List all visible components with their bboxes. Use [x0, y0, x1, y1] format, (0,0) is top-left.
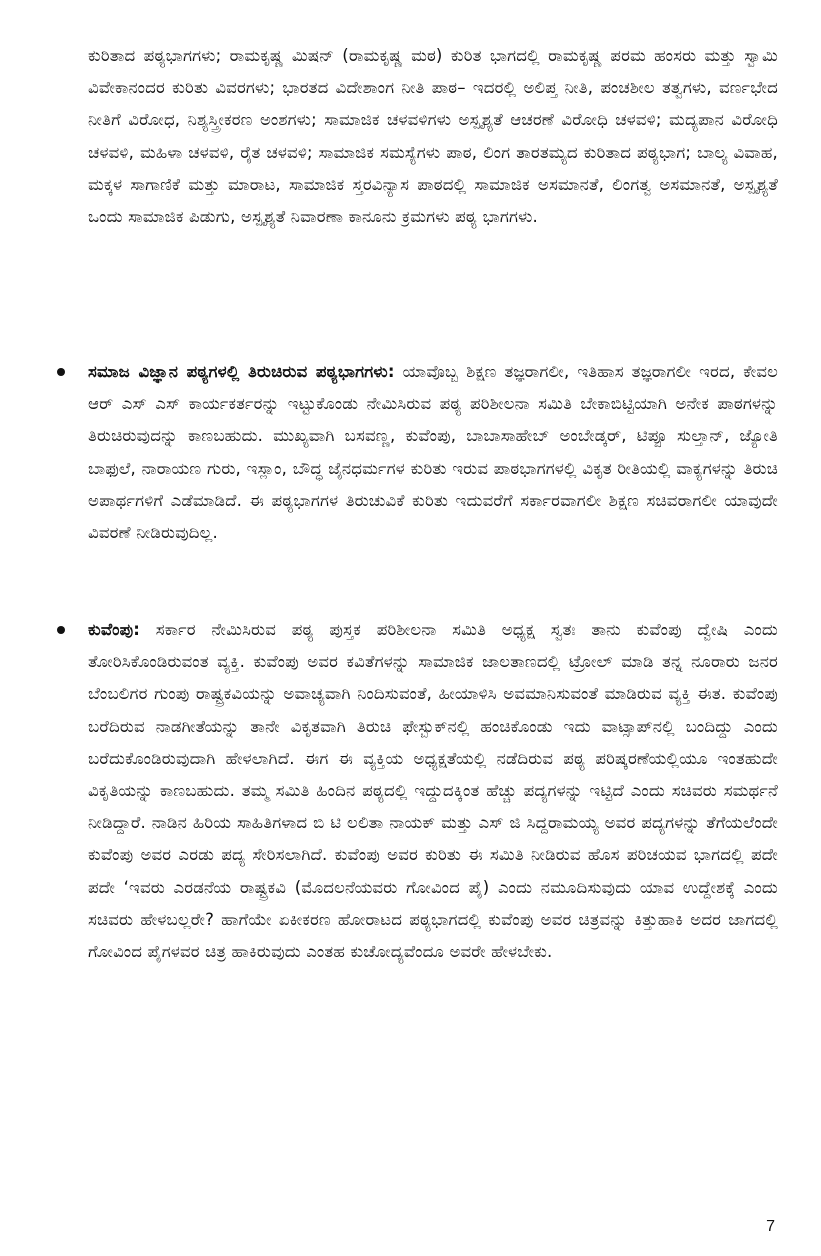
- bullet-heading: ಕುವೆಂಪು:: [88, 620, 141, 639]
- page-number: 7: [766, 1218, 775, 1235]
- bullet-item-kuvempu: [88, 614, 778, 968]
- bullet-paragraph: [88, 356, 778, 549]
- bullet-dot-icon: [57, 368, 65, 376]
- bullet-paragraph: [88, 614, 778, 968]
- bullet-item-textbook-distortion: [88, 356, 778, 549]
- bullet-dot-icon: [57, 626, 65, 634]
- bullet-body: ಸರ್ಕಾರ ನೇಮಿಸಿರುವ ಪಠ್ಯ ಪುಸ್ತಕ ಪರಿಶೀಲನಾ ಸಮಿತಿ ಅಧ್ಯಕ್ಷ ಸ್ವತಃ ತಾನು ಕುವೆಂಪು ದ್ವೇಷಿ ಎಂದು ತೋರಿಸಿಕೊಂಡಿರುವಂತ ವ್ಯಕ್ತಿ. ಕುವೆಂಪು ಅವರ ಕವಿತೆಗಳನ್ನು ಸಾಮಾಜಿಕ ಜಾಲತಾಣದಲ್ಲಿ ಟ್ರೋಲ್ ಮಾಡಿ ತನ್ನ ನೂರಾರು ಜನರ ಬೆಂಬಲಿಗರ ಗುಂಪು ರಾಷ್ಟ್ರಕವಿಯನ್ನು ಅವಾಚ್ಯವಾಗಿ ನಿಂದಿಸುವಂತೆ, ಹೀಯಾಳಿಸಿ ಅವಮಾನಿಸುವಂತೆ ಮಾಡಿರುವ ವ್ಯಕ್ತಿ ಈತ. ಕುವೆಂಪು ಬರೆದಿರುವ ನಾಡಗೀತೆಯನ್ನು ತಾನೇ ವಿಕೃತವಾಗಿ ತಿರುಚಿ ಫೇಸ್ಬುಕ್‌ನಲ್ಲಿ ಹಂಚಿಕೊಂಡು ಇದು ವಾಟ್ಸಾಪ್‌ನಲ್ಲಿ ಬಂದಿದ್ದು ಎಂದು ಬರೆದುಕೊಂಡಿರುವುದಾಗಿ ಹೇಳಲಾಗಿದೆ. ಈಗ ಈ ವ್ಯಕ್ತಿಯ ಅಧ್ಯಕ್ಷತೆಯಲ್ಲಿ ನಡೆದಿರುವ ಪಠ್ಯ ಪರಿಷ್ಕರಣೆಯಲ್ಲಿಯೂ ಇಂತಹುದೇ ವಿಕೃತಿಯನ್ನು ಕಾಣಬಹುದು. ತಮ್ಮ ಸಮಿತಿ ಹಿಂದಿನ ಪಠ್ಯದಲ್ಲಿ ಇದ್ದುದಕ್ಕಿಂತ ಹೆಚ್ಚು ಪದ್ಯಗಳನ್ನು ಇಟ್ಟಿದೆ ಎಂದು ಸಚಿವರು ಸಮರ್ಥನೆ ನೀಡಿದ್ದಾರೆ. ನಾಡಿನ ಹಿರಿಯ ಸಾಹಿತಿಗಳಾದ ಬಿ ಟಿ ಲಲಿತಾ ನಾಯಕ್ ಮತ್ತು ಎಸ್ ಜಿ ಸಿದ್ದರಾಮಯ್ಯ ಅವರ ಪದ್ಯಗಳನ್ನು ತೆಗೆಯಲೆಂದೇ ಕುವೆಂಪು ಅವರ ಎರಡು ಪದ್ಯ ಸೇರಿಸಲಾಗಿದೆ. ಕುವೆಂಪು ಅವರ ಕುರಿತು ಈ ಸಮಿತಿ ನೀಡಿರುವ ಹೊಸ ಪರಿಚಯವ ಭಾಗದಲ್ಲಿ ಪದೇ ಪದೇ ‘ಇವರು ಎರಡನೆಯ ರಾಷ್ಟ್ರಕವಿ (ಮೊದಲನೆಯವರು ಗೋವಿಂದ ಪೈ) ಎಂದು ನಮೂದಿಸುವುದು ಯಾವ ಉದ್ದೇಶಕ್ಕೆ ಎಂದು ಸಚಿವರು ಹೇಳಬಲ್ಲರೇ? ಹಾಗೆಯೇ ಏಕೀಕರಣ ಹೋರಾಟದ ಪಠ್ಯಭಾಗದಲ್ಲಿ ಕುವೆಂಪು ಅವರ ಚಿತ್ರವನ್ನು ಕಿತ್ತುಹಾಕಿ ಅದರ ಜಾಗದಲ್ಲಿ ಗೋವಿಂದ ಪೈಗಳವರ ಚಿತ್ರ ಹಾಕಿರುವುದು ಎಂತಹ ಕುಚೋದ್ಯವೆಂದೂ ಅವರೇ ಹೇಳಬೇಕು.: [88, 620, 778, 962]
- bullet-heading: ಸಮಾಜ ವಿಜ್ಞಾನ ಪಠ್ಯಗಳಲ್ಲಿ ತಿರುಚಿರುವ ಪಠ್ಯಭಾಗಗಳು:: [88, 362, 395, 381]
- bullet-body: ಯಾವೊಬ್ಬ ಶಿಕ್ಷಣ ತಜ್ಞರಾಗಲೀ, ಇತಿಹಾಸ ತಜ್ಞರಾಗಲೀ ಇರದ, ಕೇವಲ ಆರ್ ಎಸ್ ಎಸ್ ಕಾರ್ಯಕರ್ತರನ್ನು ಇಟ್ಟುಕೊಂಡು ನೇಮಿಸಿರುವ ಪಠ್ಯ ಪರಿಶೀಲನಾ ಸಮಿತಿ ಬೇಕಾಬಿಟ್ಟಿಯಾಗಿ ಅನೇಕ ಪಾಠಗಳನ್ನು ತಿರುಚಿರುವುದನ್ನು ಕಾಣಬಹುದು. ಮುಖ್ಯವಾಗಿ ಬಸವಣ್ಣ, ಕುವೆಂಪು, ಬಾಬಾಸಾಹೇಬ್ ಅಂಬೇಡ್ಕರ್, ಟಿಪ್ಪೂ ಸುಲ್ತಾನ್, ಜ್ಯೋತಿ ಬಾಫುಲೆ, ನಾರಾಯಣ ಗುರು, ಇಸ್ಲಾಂ, ಬೌದ್ಧ ಜೈನಧರ್ಮಗಳ ಕುರಿತು ಇರುವ ಪಾಠಭಾಗಗಳಲ್ಲಿ ವಿಕೃತ ರೀತಿಯಲ್ಲಿ ವಾಕ್ಯಗಳನ್ನು ತಿರುಚಿ ಅಪಾರ್ಥಗಳಿಗೆ ಎಡೆಮಾಡಿದೆ. ಈ ಪಠ್ಯಭಾಗಗಳ ತಿರುಚುವಿಕೆ ಕುರಿತು ಇದುವರೆಗೆ ಸರ್ಕಾರವಾಗಲೀ ಶಿಕ್ಷಣ ಸಚಿವರಾಗಲೀ ಯಾವುದೇ ವಿವರಣೆ ನೀಡಿರುವುದಿಲ್ಲ.: [88, 362, 778, 543]
- intro-paragraph: [88, 40, 778, 233]
- intro-paragraph-text: ಕುರಿತಾದ ಪಠ್ಯಭಾಗಗಳು; ರಾಮಕೃಷ್ಣ ಮಿಷನ್ (ರಾಮಕೃಷ್ಣ ಮಠ) ಕುರಿತ ಭಾಗದಲ್ಲಿ ರಾಮಕೃಷ್ಣ ಪರಮ ಹಂಸರು ಮತ್ತು ಸ್ವಾಮಿ ವಿವೇಕಾನಂದರ ಕುರಿತು ವಿವರಗಳು; ಭಾರತದ ವಿದೇಶಾಂಗ ನೀತಿ ಪಾಠ– ಇದರಲ್ಲಿ ಅಲಿಪ್ತ ನೀತಿ, ಪಂಚಶೀಲ ತತ್ವಗಳು, ವರ್ಣಭೇದ ನೀತಿಗೆ ವಿರೋಧ, ನಿಶ್ಯಸ್ತ್ರೀಕರಣ ಅಂಶಗಳು; ಸಾಮಾಜಿಕ ಚಳವಳಿಗಳು ಅಸ್ಪೃಶ್ಯತೆ ಆಚರಣೆ ವಿರೋಧಿ ಚಳವಳಿ; ಮದ್ಯಪಾನ ವಿರೋಧಿ ಚಳವಳಿ, ಮಹಿಳಾ ಚಳವಳಿ, ರೈತ ಚಳವಳಿ; ಸಾಮಾಜಿಕ ಸಮಸ್ಯೆಗಳು ಪಾಠ, ಲಿಂಗ ತಾರತಮ್ಯದ ಕುರಿತಾದ ಪಠ್ಯಭಾಗ; ಬಾಲ್ಯ ವಿವಾಹ, ಮಕ್ಕಳ ಸಾಗಾಣಿಕೆ ಮತ್ತು ಮಾರಾಟ, ಸಾಮಾಜಿಕ ಸ್ತರವಿನ್ಯಾಸ ಪಾಠದಲ್ಲಿ ಸಾಮಾಜಿಕ ಅಸಮಾನತೆ, ಲಿಂಗತ್ವ ಅಸಮಾನತೆ, ಅಸ್ಪೃಶ್ಯತೆ ಒಂದು ಸಾಮಾಜಿಕ ಪಿಡುಗು, ಅಸ್ಪೃಶ್ಯತೆ ನಿವಾರಣಾ ಕಾನೂನು ಕ್ರಮಗಳು ಪಠ್ಯ ಭಾಗಗಳು.: [88, 46, 778, 227]
